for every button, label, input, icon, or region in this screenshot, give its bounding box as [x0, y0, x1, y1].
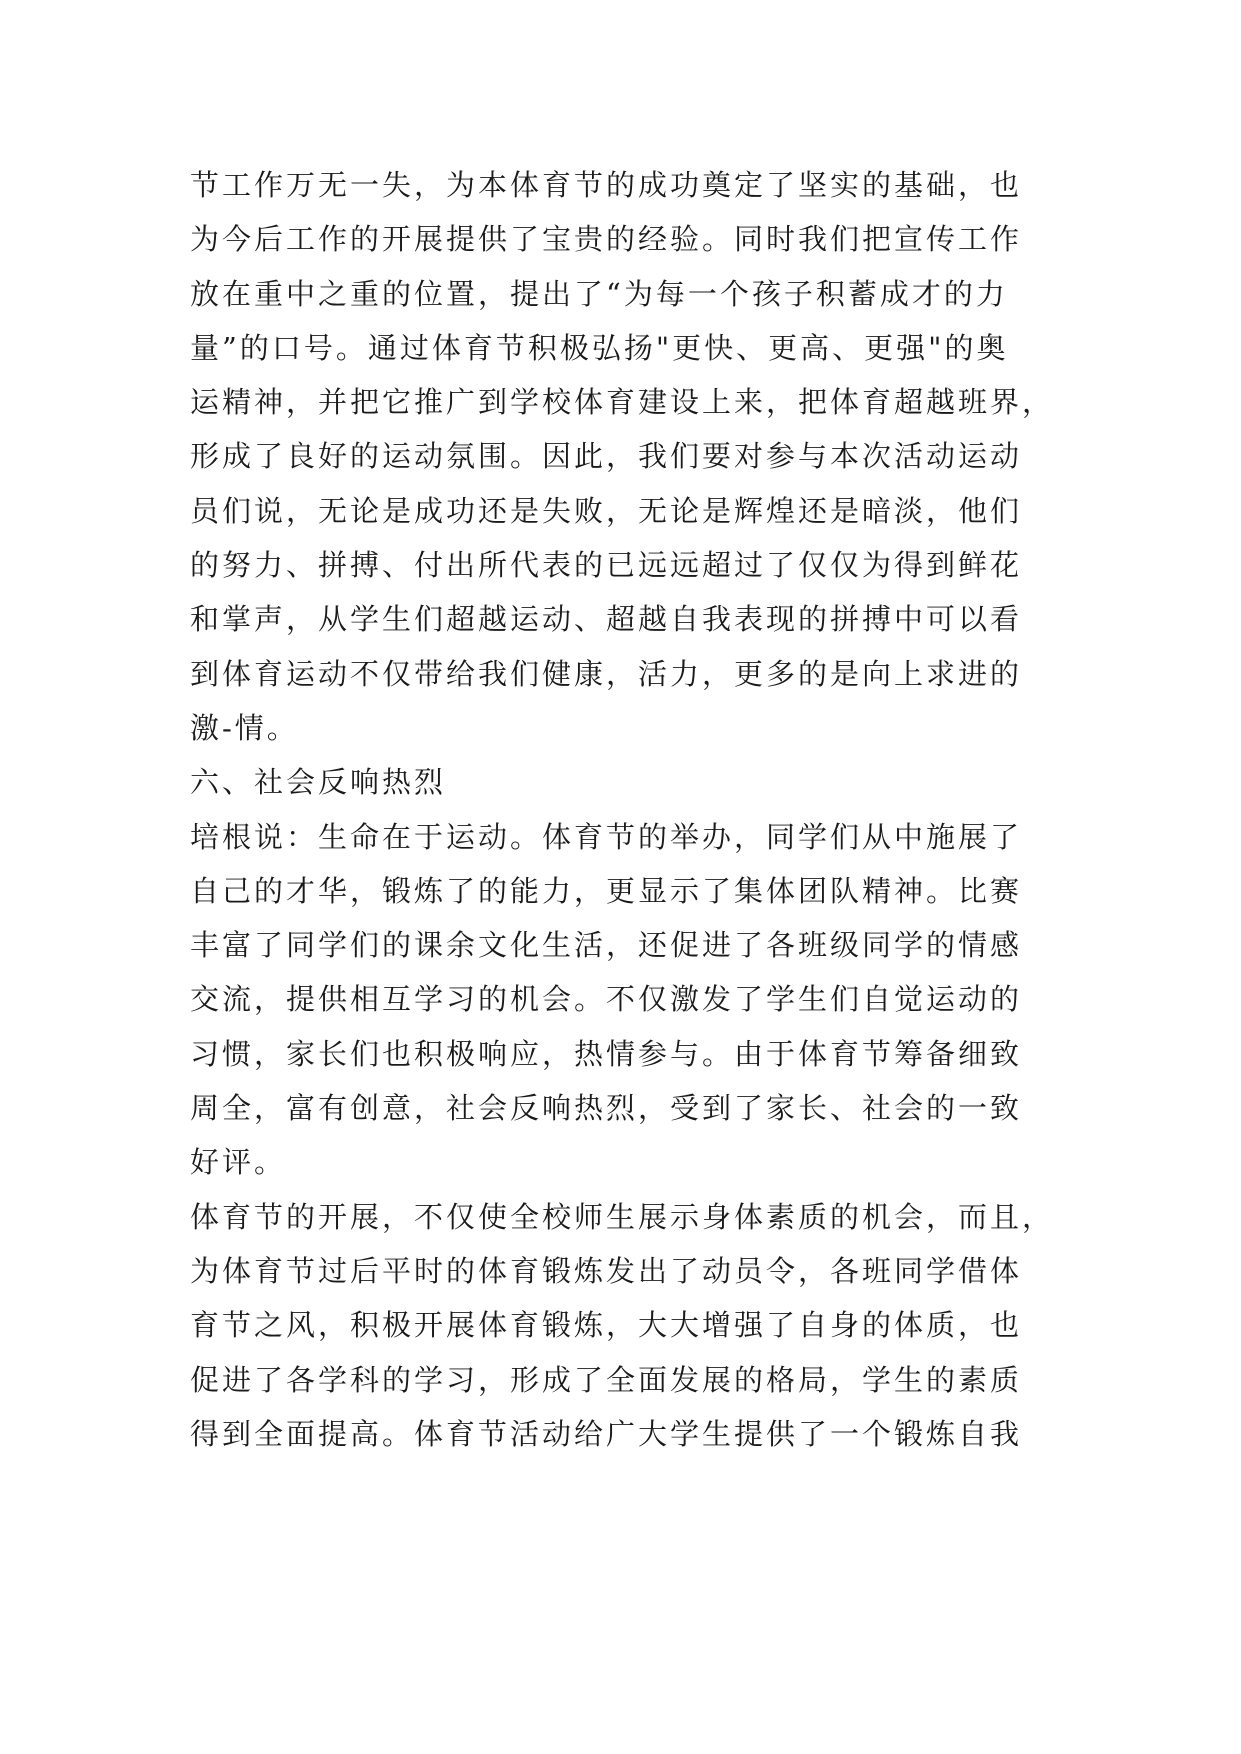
text-line: 好评。: [190, 1145, 287, 1180]
text-line: 激-情。: [190, 710, 299, 745]
text-line: 促进了各学科的学习，形成了全面发展的格局，学生的素质: [190, 1362, 1023, 1397]
text-line: 交流，提供相互学习的机会。不仅激发了学生们自觉运动的: [190, 982, 1023, 1017]
text-line: 量”的口号。通过体育节积极弘扬"更快、更高、更强"的奥: [190, 330, 1009, 365]
text-line: 体育节的开展，不仅使全校师生展示身体素质的机会，而且，: [190, 1199, 1055, 1234]
text-line: 运精神，并把它推广到学校体育建设上来，把体育超越班界，: [190, 385, 1055, 420]
text-line: 为体育节过后平时的体育锻炼发出了动员令，各班同学借体: [190, 1253, 1023, 1288]
text-line: 形成了良好的运动氛围。因此，我们要对参与本次活动运动: [190, 439, 1023, 474]
text-line: 员们说，无论是成功还是失败，无论是辉煌还是暗淡，他们: [190, 493, 1023, 528]
text-line: 育节之风，积极开展体育锻炼，大大增强了自身的体质，也: [190, 1308, 1023, 1343]
text-line: 得到全面提高。体育节活动给广大学生提供了一个锻炼自我: [190, 1416, 1023, 1451]
text-line: 和掌声，从学生们超越运动、超越自我表现的拼搏中可以看: [190, 602, 1023, 637]
text-line: 放在重中之重的位置，提出了“为每一个孩子积蓄成才的力: [190, 276, 1008, 311]
text-line: 习惯，家长们也积极响应，热情参与。由于体育节筹备细致: [190, 1036, 1023, 1071]
section-heading: 六、社会反响热烈: [190, 765, 447, 800]
text-line: 自己的才华，锻炼了的能力，更显示了集体团队精神。比赛: [190, 873, 1023, 908]
text-line: 的努力、拼搏、付出所代表的已远远超过了仅仅为得到鲜花: [190, 548, 1023, 583]
text-line: 周全，富有创意，社会反响热烈，受到了家长、社会的一致: [190, 1091, 1023, 1126]
text-line: 到体育运动不仅带给我们健康，活力，更多的是向上求进的: [190, 656, 1023, 691]
text-line: 丰富了同学们的课余文化生活，还促进了各班级同学的情感: [190, 928, 1023, 963]
document-body: [190, 158, 1055, 1461]
text-line: 培根说：生命在于运动。体育节的举办，同学们从中施展了: [190, 819, 1023, 854]
text-line: 节工作万无一失，为本体育节的成功奠定了坚实的基础，也: [190, 168, 1023, 202]
text-line: 为今后工作的开展提供了宝贵的经验。同时我们把宣传工作: [190, 222, 1023, 257]
